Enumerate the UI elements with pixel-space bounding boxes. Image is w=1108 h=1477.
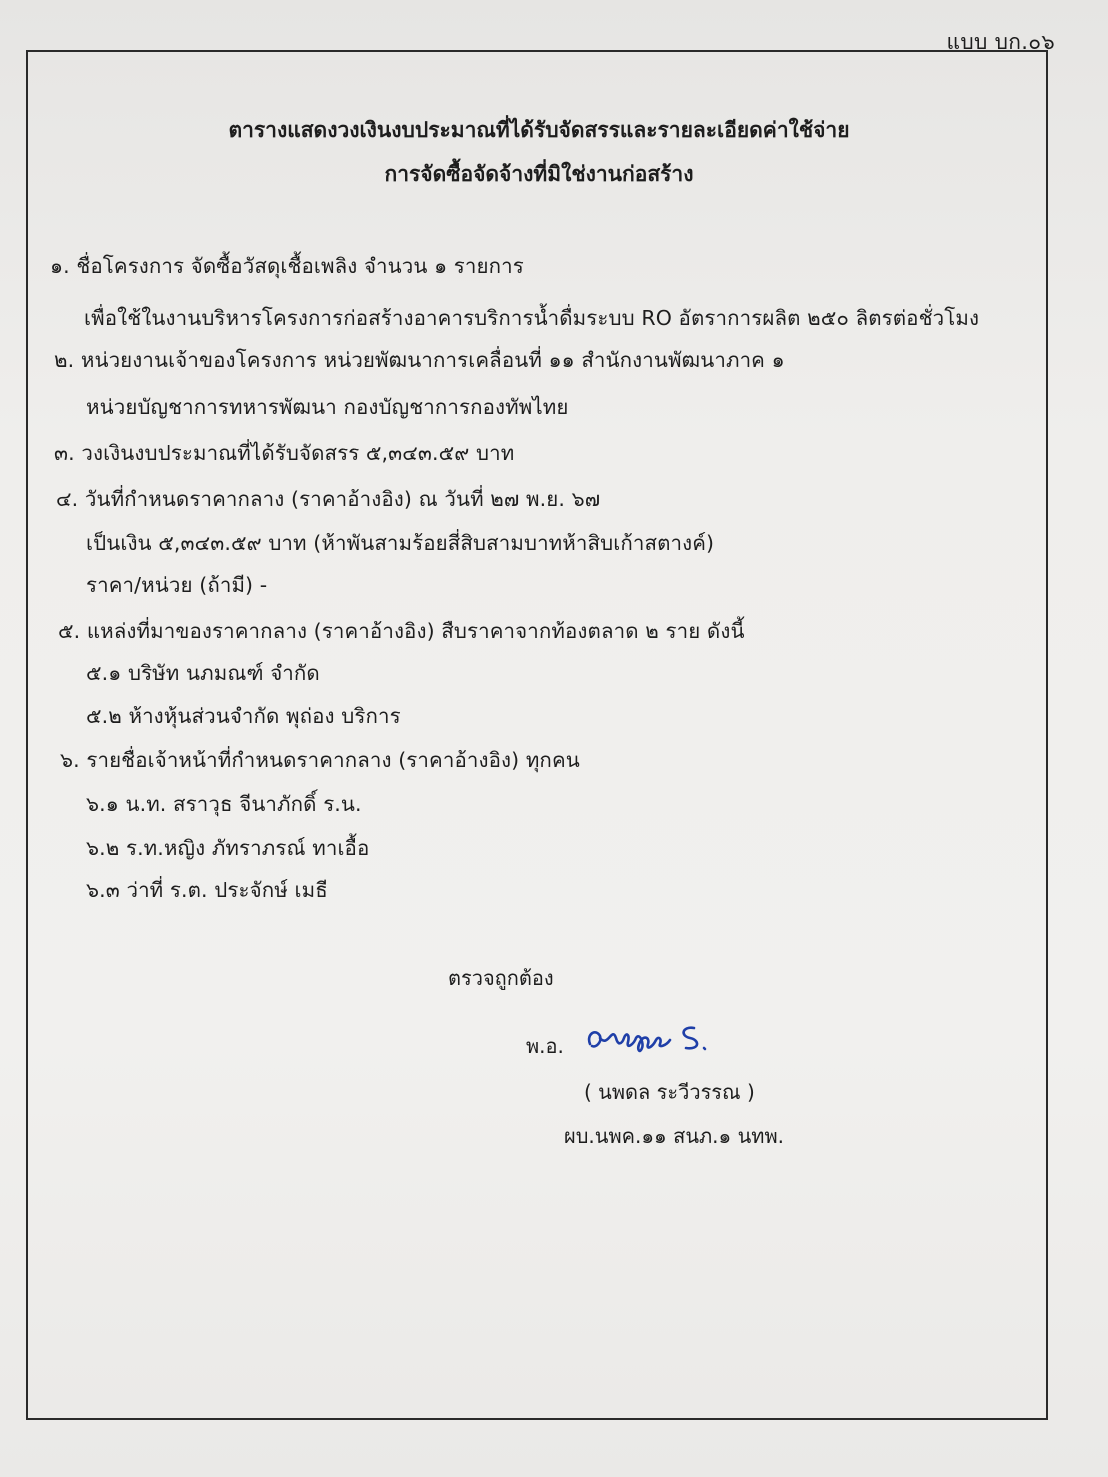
item-6-3-officer: ๖.๓ ว่าที่ ร.ต. ประจักษ์ เมธี xyxy=(86,878,328,902)
item-2-command: หน่วยบัญชาการทหารพัฒนา กองบัญชาการกองทัพไทย xyxy=(86,395,569,419)
handwritten-signature xyxy=(582,1014,782,1064)
document-frame xyxy=(26,50,1048,1420)
item-5-1-vendor: ๕.๑ บริษัท นภมณฑ์ จำกัด xyxy=(86,661,320,685)
item-3-budget: ๓. วงเงินงบประมาณที่ได้รับจัดสรร ๕,๓๔๓.๕๙ บาท xyxy=(54,441,515,465)
signer-name: ( นพดล ระวีวรรณ ) xyxy=(584,1080,755,1104)
form-code: แบบ บก.๐๖ xyxy=(946,30,1055,54)
item-1-purpose: เพื่อใช้ในงานบริหารโครงการก่อสร้างอาคารบริการน้ำดื่มระบบ RO อัตราการผลิต ๒๕๐ ลิตรต่อชั่วโมง xyxy=(84,306,980,330)
item-1-project-name: ๑. ชื่อโครงการ จัดซื้อวัสดุเชื้อเพลิง จำนวน ๑ รายการ xyxy=(50,254,524,278)
item-5-price-source: ๕. แหล่งที่มาของราคากลาง (ราคาอ้างอิง) สืบราคาจากท้องตลาด ๒ ราย ดังนี้ xyxy=(58,619,745,643)
item-6-officers: ๖. รายชื่อเจ้าหน้าที่กำหนดราคากลาง (ราคาอ้างอิง) ทุกคน xyxy=(60,748,580,772)
item-5-2-vendor: ๕.๒ ห้างหุ้นส่วนจำกัด พุถ่อง บริการ xyxy=(86,704,401,728)
signer-position: ผบ.นพค.๑๑ สนภ.๑ นทพ. xyxy=(564,1124,784,1148)
item-6-1-officer: ๖.๑ น.ท. สราวุธ จีนาภักดิ์ ร.น. xyxy=(86,792,362,816)
title-line-2: การจัดซื้อจัดจ้างที่มิใช่งานก่อสร้าง xyxy=(384,162,694,186)
item-2-owner-unit: ๒. หน่วยงานเจ้าของโครงการ หน่วยพัฒนาการเคลื่อนที่ ๑๑ สำนักงานพัฒนาภาค ๑ xyxy=(54,348,785,372)
item-4-amount: เป็นเงิน ๕,๓๔๓.๕๙ บาท (ห้าพันสามร้อยสี่สิบสามบาทห้าสิบเก้าสตางค์) xyxy=(86,531,715,555)
title-line-1: ตารางแสดงวงเงินงบประมาณที่ได้รับจัดสรรและรายละเอียดค่าใช้จ่าย xyxy=(228,118,850,142)
verify-label: ตรวจถูกต้อง xyxy=(448,966,554,990)
item-4-reference-date: ๔. วันที่กำหนดราคากลาง (ราคาอ้างอิง) ณ วันที่ ๒๗ พ.ย. ๖๗ xyxy=(56,487,601,511)
signer-rank: พ.อ. xyxy=(526,1034,564,1058)
item-6-2-officer: ๖.๒ ร.ท.หญิง ภัทราภรณ์ ทาเอื้อ xyxy=(86,836,370,860)
item-4-unit-price: ราคา/หน่วย (ถ้ามี) - xyxy=(86,573,268,597)
